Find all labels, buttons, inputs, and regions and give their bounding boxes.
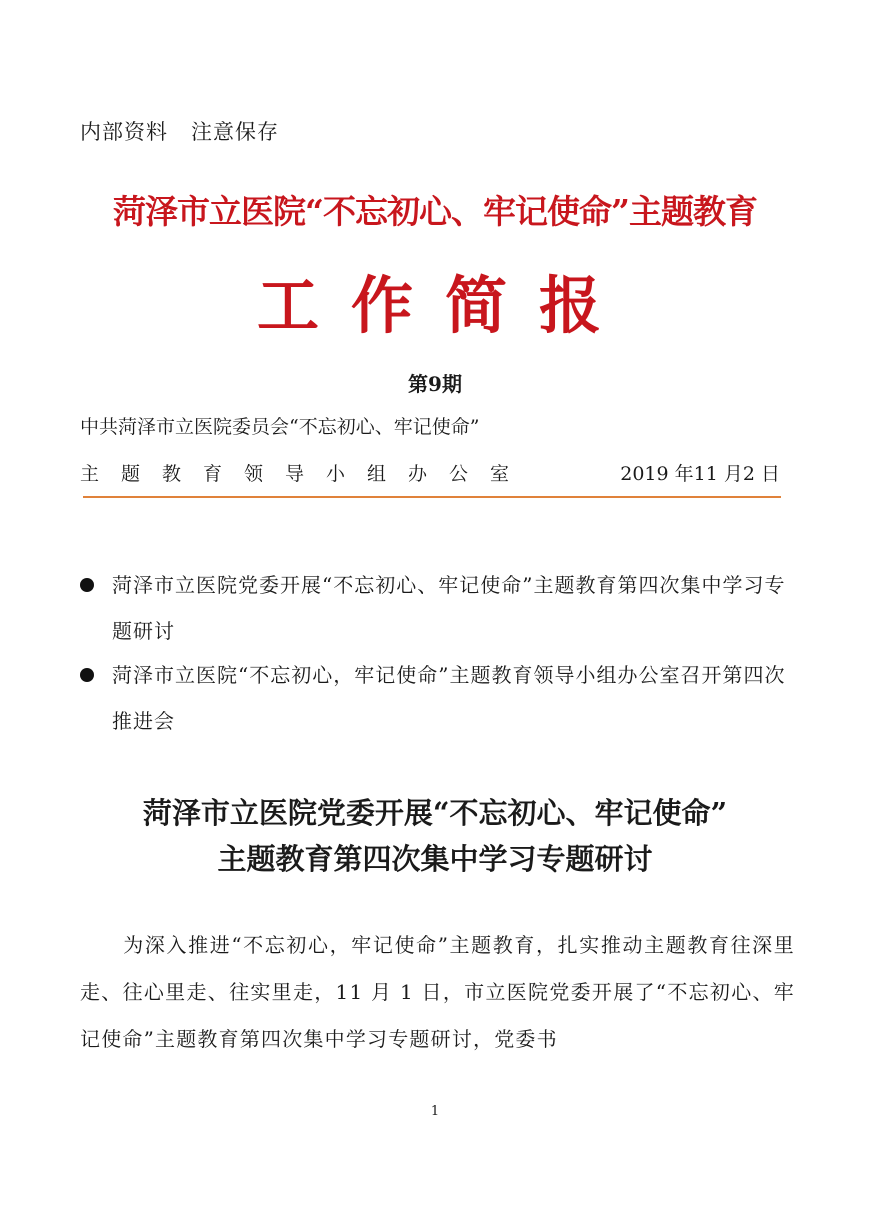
article-title-line-2: 主题教育第四次集中学习专题研讨 [217, 842, 653, 876]
bulletin-masthead: 工作简报 [256, 269, 633, 342]
issuer-line-1: 中共菏泽市立医院委员会“不忘初心、牢记使命” [80, 416, 480, 438]
bullet-icon [80, 578, 94, 592]
page-number: 1 [430, 1104, 440, 1119]
article-title-line-1: 菏泽市立医院党委开展“不忘初心、牢记使命” [142, 796, 728, 830]
header-divider [83, 496, 781, 498]
issue-number: 第9期 [408, 372, 462, 396]
contents-item[interactable] [80, 562, 800, 654]
issuer-line-2: 主题教育领导小组办公室 [80, 463, 532, 485]
contents-item-text: 菏泽市立医院党委开展“不忘初心、牢记使命”主题教育第四次集中学习专题研讨 [112, 573, 786, 643]
contents-item-text: 菏泽市立医院“不忘初心，牢记使命”主题教育领导小组办公室召开第四次推进会 [112, 663, 786, 733]
internal-material-note: 内部资料 注意保存 [80, 120, 280, 144]
article-body: 为深入推进“不忘初心，牢记使命”主题教育，扎实推动主题教育往深里走、往心里走、往实里走，11 月 1 日，市立医院党委开展了“不忘初心、牢记使命”主题教育第四次集中学习专题研讨，党委书 [80, 933, 795, 1051]
bullet-icon [80, 668, 94, 682]
contents-item[interactable] [80, 652, 800, 744]
bulletin-title: 菏泽市立医院“不忘初心、牢记使命”主题教育 [113, 192, 757, 231]
article-title [0, 790, 870, 882]
issue-date: 2019 年11 月2 日 [620, 463, 780, 485]
